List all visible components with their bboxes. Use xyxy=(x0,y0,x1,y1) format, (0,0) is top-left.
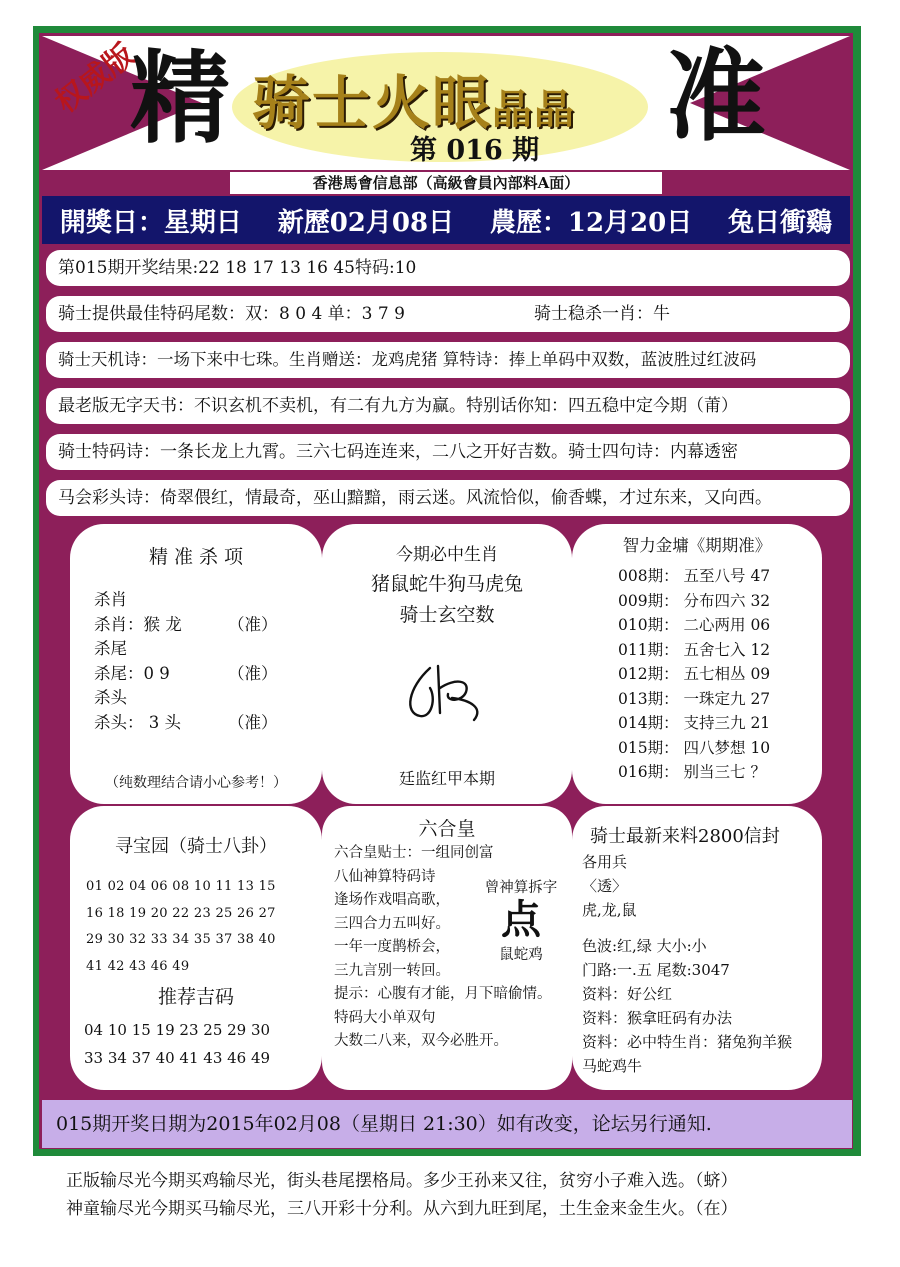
treasure-box xyxy=(70,806,322,1090)
liuhe-line: 三九言别一转回。 xyxy=(334,962,450,979)
info-row-lucky-poem: 马会彩头诗：倚翠偎红，情最奇，巫山黯黯，雨云迷。风流恰似，偷香蝶，才过东来，又向西。 xyxy=(46,480,850,516)
wisdom-list xyxy=(618,564,770,785)
date-bar xyxy=(42,196,850,244)
authority-badge: 权威版 xyxy=(48,37,142,121)
wisdom-title: 智力金墉《期期准》 xyxy=(622,536,772,555)
liuhe-box xyxy=(322,806,572,1090)
liuhe-line: 提示：心腹有才能，月下暗偷情。 xyxy=(334,986,552,1002)
latest-title: 骑士最新来料2800信封 xyxy=(590,826,780,847)
new-calendar-date: 新歷02月08日 xyxy=(277,207,455,238)
liuhe-line: 逢场作戏唱高歌， xyxy=(334,892,450,908)
kill-line: 杀尾 xyxy=(94,639,127,658)
info-row-special-poem: 骑士特码诗：一条长龙上九霄。三六七码连连来，二八之开好吉数。骑士四句诗：内幕透密 xyxy=(46,434,850,470)
wisdom-item: 009期： 分布四六 32 xyxy=(618,591,771,610)
latest-line: 资料：好公红 xyxy=(582,985,673,1003)
must-hit-footer: 廷监红甲本期 xyxy=(398,769,495,788)
liuhe-line: 三四合力五叫好。 xyxy=(334,915,450,932)
number-row: 01 02 04 06 08 10 11 13 15 xyxy=(86,879,276,894)
must-hit-box xyxy=(322,524,572,804)
kill-line: 杀头 xyxy=(94,688,127,707)
footer-line-2: 神童输尽光今期买马输尽光，三八开彩十分利。从六到九旺到尾，土生金来金生火。（在） xyxy=(66,1199,738,1219)
latest-box xyxy=(572,806,822,1090)
number-row: 16 18 19 20 22 23 25 26 27 xyxy=(86,905,276,921)
issue-number: 第 016 期 xyxy=(410,135,540,166)
must-hit-title: 今期必中生肖 xyxy=(396,545,498,565)
word-split-char: 点 xyxy=(501,896,541,943)
kill-list xyxy=(94,588,278,735)
kill-line: 杀尾：0 9 （准） xyxy=(94,663,278,683)
left-big-char: 精 xyxy=(130,40,230,157)
info-row-result: 第015期开奖结果:22 18 17 13 16 45特码:10 xyxy=(46,250,850,286)
recommend-title: 推荐吉码 xyxy=(157,986,234,1008)
wisdom-item: 011期： 五舍七入 12 xyxy=(618,640,771,659)
number-row: 04 10 15 19 23 25 29 30 xyxy=(84,1021,271,1039)
info-row-book: 最老版无字天书：不识玄机不卖机，有二有九方为赢。特别话你知：四五稳中定今期（莆） xyxy=(46,388,850,424)
wisdom-item: 008期： 五至八号 47 xyxy=(618,567,771,585)
wisdom-item: 014期： 支持三九 21 xyxy=(618,714,771,732)
kill-note: （纯数理结合请小心参考！） xyxy=(105,775,287,791)
lunar-date: 農歷：12月20日 xyxy=(489,207,693,238)
word-split-zodiac: 鼠蛇鸡 xyxy=(499,947,543,963)
latest-line: 虎,龙,鼠 xyxy=(582,901,637,919)
liuhe-title: 六合皇 xyxy=(418,818,476,840)
tail-numbers: 骑士提供最佳特码尾数：双：8 0 4 单：3 7 9 xyxy=(58,304,405,324)
number-row: 41 42 43 46 49 xyxy=(86,958,190,974)
kill-line: 杀头： 3 头 （准） xyxy=(94,712,278,732)
liuhe-line: 六合皇贴士：一组同创富 xyxy=(334,845,494,861)
latest-line: 资料：猴拿旺码有办法 xyxy=(582,1009,733,1027)
kill-line: 杀肖 xyxy=(94,590,127,609)
wisdom-item: 012期： 五七相丛 09 xyxy=(618,665,771,683)
title-small: 晶晶 xyxy=(492,87,577,133)
liuhe-line: 一年一度鹊桥会， xyxy=(334,939,450,955)
latest-spacer xyxy=(582,922,792,934)
subtitle-bar: 香港馬會信息部（高級會員內部料A面） xyxy=(230,172,662,194)
latest-line: 〈透〉 xyxy=(582,877,628,895)
latest-line: 马蛇鸡牛 xyxy=(582,1057,643,1075)
title-main: 骑士火眼 xyxy=(252,69,493,137)
latest-line: 资料：必中特生肖：猪兔狗羊猴 xyxy=(582,1033,793,1051)
word-split-panel xyxy=(472,876,570,964)
treasure-title: 寻宝园（骑士八卦） xyxy=(115,836,277,857)
liuhe-line: 八仙神算特码诗 xyxy=(334,868,436,885)
draw-day: 開獎日：星期日 xyxy=(59,207,242,238)
info-row-poem: 骑士天机诗：一场下来中七珠。生肖赠送：龙鸡虎猪 算特诗：捧上单码中双数，蓝波胜过红波码 xyxy=(46,342,850,378)
treasure-numbers xyxy=(86,874,276,980)
latest-lines xyxy=(582,850,792,1078)
latest-line: 门路:一.五 尾数:3047 xyxy=(582,961,730,979)
footer-line-1: 正版输尽光今期买鸡输尽光，街头巷尾摆格局。多少王孙来又往，贫穷小子难入选。（蛴） xyxy=(66,1171,738,1191)
must-hit-zodiacs: 猪鼠蛇牛狗马虎兔 xyxy=(370,573,523,595)
liuhe-line: 特码大小单双句 xyxy=(334,1009,436,1026)
recommend-numbers xyxy=(84,1016,270,1072)
latest-line: 色波:红,绿 大小:小 xyxy=(582,937,707,955)
wisdom-item: 010期： 二心两用 06 xyxy=(618,616,771,634)
wisdom-box xyxy=(572,524,822,804)
number-row: 33 34 37 40 41 43 46 49 xyxy=(84,1049,271,1067)
kill-box xyxy=(70,524,322,804)
info-row-tail xyxy=(46,296,850,332)
signature-icon xyxy=(400,658,496,728)
kill-one-zodiac: 骑士稳杀一肖：牛 xyxy=(534,304,670,324)
kill-box-title: 精 准 杀 项 xyxy=(148,546,244,568)
header-banner xyxy=(42,36,850,170)
notice-bar: 015期开奖日期为2015年02月08（星期日 21:30）如有改变，论坛另行通知. xyxy=(42,1100,852,1148)
kill-line: 杀肖：猴 龙 （准） xyxy=(94,614,278,634)
right-big-char: 准 xyxy=(666,38,766,155)
number-row: 29 30 32 33 34 35 37 38 40 xyxy=(86,932,276,947)
wisdom-item: 016期： 别当三七 ？ xyxy=(618,763,766,781)
word-split-title: 曾神算拆字 xyxy=(484,880,558,896)
day-clash: 兔日衝鷄 xyxy=(728,207,833,238)
latest-line: 各用兵 xyxy=(582,853,628,871)
wisdom-item: 015期： 四八梦想 10 xyxy=(618,738,771,757)
liuhe-line: 大数二八来，双今必胜开。 xyxy=(334,1033,508,1049)
wisdom-item: 013期： 一珠定九 27 xyxy=(618,689,771,708)
mystery-number-label: 骑士玄空数 xyxy=(399,604,495,626)
